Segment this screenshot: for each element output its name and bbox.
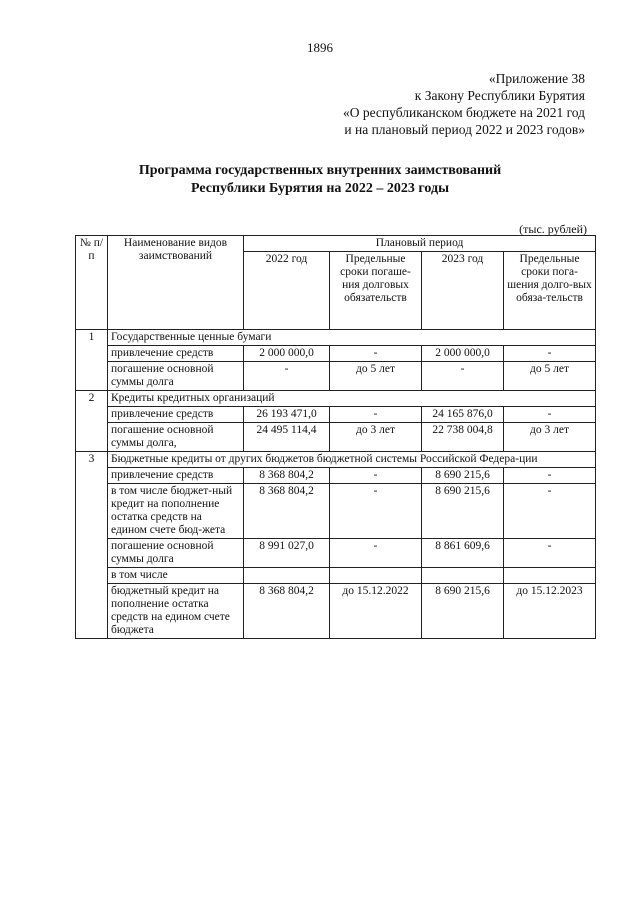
value-2022: 8 368 804,2 <box>244 484 330 539</box>
header-year-2023: 2023 год <box>422 252 504 330</box>
table-row <box>76 362 596 391</box>
document-title <box>0 162 640 198</box>
term-2023: до 5 лет <box>504 362 596 391</box>
term-2022: - <box>330 346 422 362</box>
title-line-1: Программа государственных внутренних заимствований <box>138 163 502 178</box>
value-2023: 8 861 609,6 <box>422 539 504 568</box>
term-2022: - <box>330 407 422 423</box>
term-2023: - <box>504 346 596 362</box>
term-2022: до 3 лет <box>330 423 422 452</box>
value-2022: 2 000 000,0 <box>244 346 330 362</box>
table-row <box>76 584 596 639</box>
header-name: Наименование видов заимствований <box>108 236 244 330</box>
term-2022: до 5 лет <box>330 362 422 391</box>
row-name: в том числе <box>108 568 244 584</box>
section-title: Бюджетные кредиты от других бюджетов бюджетной системы Российской Федера-ции <box>108 452 596 468</box>
value-2023: 2 000 000,0 <box>422 346 504 362</box>
section-title: Государственные ценные бумаги <box>108 330 596 346</box>
value-2022: 8 368 804,2 <box>244 584 330 639</box>
header-term-2023: Предельные сроки пога-шения долго-вых обяза-тельств <box>504 252 596 330</box>
value-2022: 8 368 804,2 <box>244 468 330 484</box>
table-row <box>76 407 596 423</box>
value-2023: 8 690 215,6 <box>422 468 504 484</box>
value-2022: - <box>244 362 330 391</box>
row-name: привлечение средств <box>108 346 244 362</box>
row-name: погашение основной суммы долга <box>108 539 244 568</box>
term-2023: до 3 лет <box>504 423 596 452</box>
section-number: 3 <box>76 452 108 639</box>
value-2022: 24 495 114,4 <box>244 423 330 452</box>
value-2023: 8 690 215,6 <box>422 484 504 539</box>
appendix-line-1: «Приложение 38 <box>488 71 585 86</box>
appendix-line-2: к Закону Республики Бурятия <box>414 88 585 103</box>
row-name: в том числе бюджет-ный кредит на пополнение остатка средств на едином счете бюд-жета <box>108 484 244 539</box>
value-2022: 26 193 471,0 <box>244 407 330 423</box>
term-2022 <box>330 568 422 584</box>
row-name: привлечение средств <box>108 468 244 484</box>
borrowing-table <box>75 235 596 639</box>
table-header-row-1 <box>76 236 596 252</box>
term-2022: до 15.12.2022 <box>330 584 422 639</box>
table-row <box>76 423 596 452</box>
appendix-line-4: и на плановый период 2022 и 2023 годов» <box>344 122 585 137</box>
page-number: 1896 <box>307 40 333 55</box>
table-row <box>76 346 596 362</box>
term-2023: - <box>504 407 596 423</box>
table-row <box>76 468 596 484</box>
header-year-2022: 2022 год <box>244 252 330 330</box>
row-name: погашение основной суммы долга, <box>108 423 244 452</box>
table-row <box>76 484 596 539</box>
row-name: бюджетный кредит на пополнение остатка средств на едином счете бюджета <box>108 584 244 639</box>
row-name: привлечение средств <box>108 407 244 423</box>
header-plan-period: Плановый период <box>244 236 596 252</box>
value-2023: 24 165 876,0 <box>422 407 504 423</box>
value-2023: 8 690 215,6 <box>422 584 504 639</box>
value-2022 <box>244 568 330 584</box>
term-2023: - <box>504 539 596 568</box>
section-row <box>76 391 596 407</box>
term-2023: до 15.12.2023 <box>504 584 596 639</box>
term-2023: - <box>504 484 596 539</box>
term-2022: - <box>330 484 422 539</box>
table-row <box>76 568 596 584</box>
appendix-line-3: «О республиканском бюджете на 2021 год <box>342 105 585 120</box>
value-2022: 8 991 027,0 <box>244 539 330 568</box>
term-2023 <box>504 568 596 584</box>
section-row <box>76 330 596 346</box>
section-row <box>76 452 596 468</box>
value-2023: - <box>422 362 504 391</box>
header-num: № п/п <box>76 236 108 330</box>
term-2022: - <box>330 539 422 568</box>
units-label: (тыс. рублей) <box>519 222 587 236</box>
row-name: погашение основной суммы долга <box>108 362 244 391</box>
section-title: Кредиты кредитных организаций <box>108 391 596 407</box>
term-2023: - <box>504 468 596 484</box>
title-line-2: Республики Бурятия на 2022 – 2023 годы <box>190 181 450 196</box>
section-number: 1 <box>76 330 108 391</box>
section-number: 2 <box>76 391 108 452</box>
value-2023: 22 738 004,8 <box>422 423 504 452</box>
appendix-header <box>255 70 585 138</box>
term-2022: - <box>330 468 422 484</box>
header-term-2022: Предельные сроки погаше-ния долговых обязательств <box>330 252 422 330</box>
value-2023 <box>422 568 504 584</box>
table-row <box>76 539 596 568</box>
